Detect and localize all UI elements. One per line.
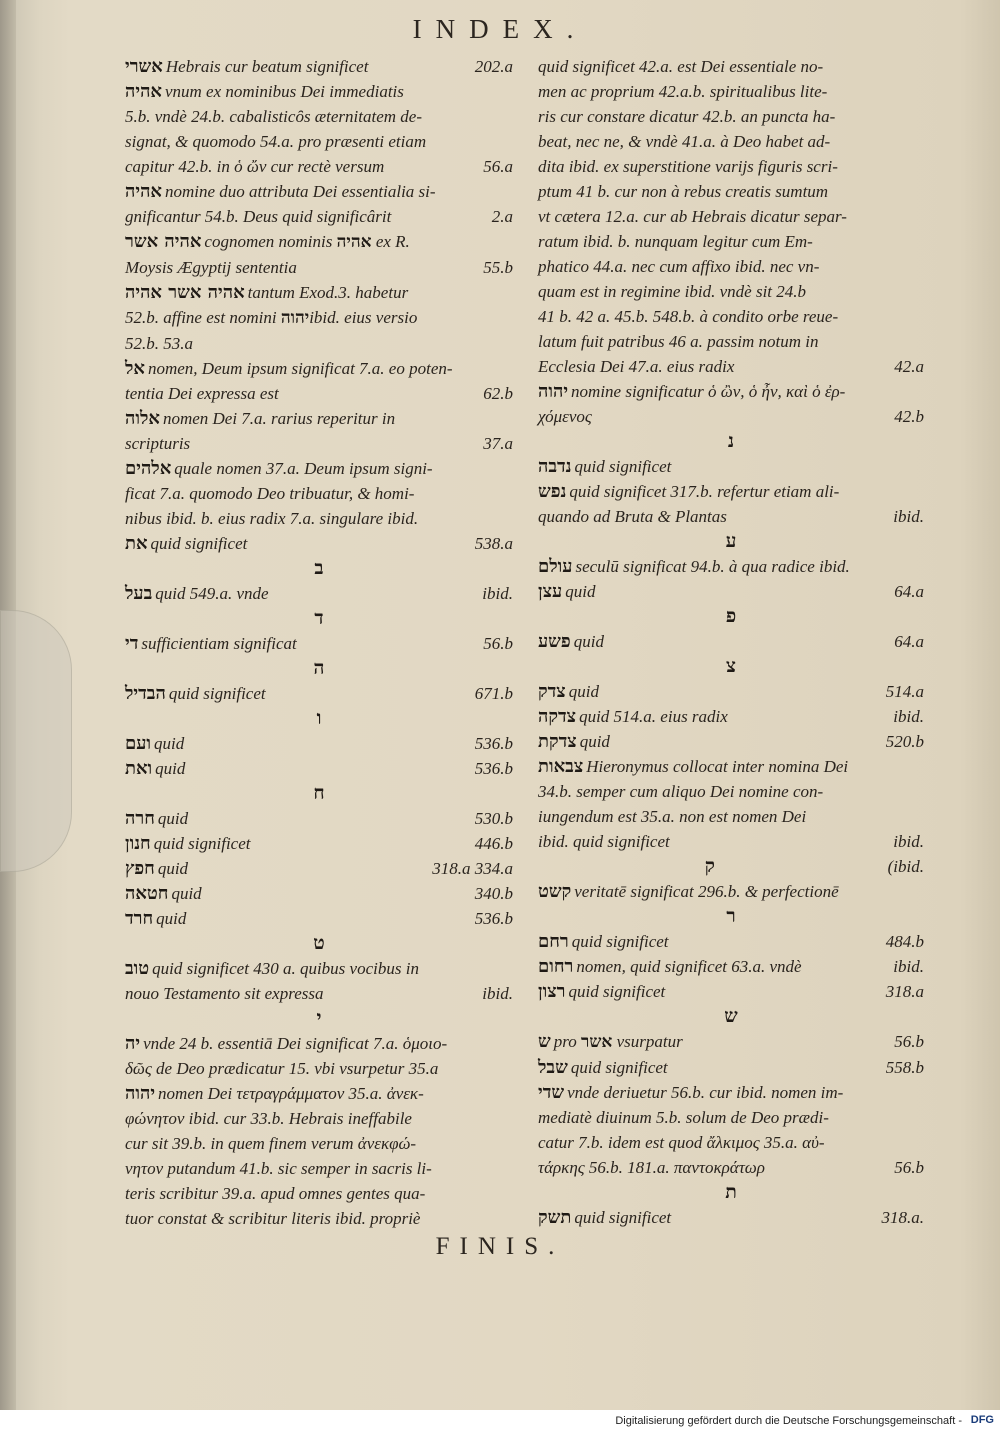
index-entry: צדקת quid 520.b	[538, 731, 924, 752]
finis-label: FINIS.	[435, 1233, 565, 1260]
page-ref: 64.a	[894, 632, 924, 651]
page-ref: 42.a	[894, 357, 924, 376]
page-ref: 536.b	[474, 909, 513, 928]
hebrew-term: שדי	[538, 1082, 565, 1103]
index-entry: חרה quid 530.b	[125, 808, 513, 829]
page-ref: 62.b	[483, 384, 513, 403]
page-ref: 318.a.	[881, 1208, 924, 1227]
page-ref: ibid.	[482, 584, 513, 603]
index-entry: טוב quid significet 430 a. quibus vocibus in nouo Testamento sit expressa ibid.	[125, 956, 513, 1006]
digitization-footer	[0, 1410, 1000, 1433]
index-entry: יהוה nomen Dei τετραγράμματον 35.a. ἀνεκ- φώνητον ibid. cur 33.b. Hebrais ineffabile cur sit 39.b. in quem finem verum ἀνεκφώ- νητον putandum 41.b. sic semper in sacris li- teris scribitur 39.a. apud omnes gentes qua- tuor constat & scribitur literis ibid. propriè	[125, 1083, 432, 1228]
dfg-logo: DFG	[970, 1414, 994, 1426]
hebrew-term: צבאות	[538, 756, 584, 777]
hebrew-term: אל	[125, 358, 145, 379]
hebrew-term: חרד	[125, 908, 154, 929]
index-entry: בעל quid 549.a. vnde ibid.	[125, 583, 513, 604]
page-ref: 340.b	[474, 884, 513, 903]
page-tab	[0, 610, 72, 872]
index-entry: תשק quid significet 318.a.	[538, 1207, 924, 1228]
page-ref: 2.a	[491, 207, 513, 226]
hebrew-term: שבל	[538, 1057, 568, 1078]
hebrew-term: יה	[125, 1033, 141, 1054]
index-entry: ועם quid 536.b	[125, 733, 513, 754]
index-entry: אהיה nomine duo attributa Dei essentialia si- gnificantur 54.b. Deus quid significârit 2.a	[125, 179, 513, 229]
hebrew-term: אלוה	[125, 408, 160, 429]
page-ref: 446.b	[474, 834, 513, 853]
page-ref: (ibid.	[887, 857, 924, 876]
section-letter: ק	[704, 855, 715, 877]
hebrew-term: אהיה אשר	[125, 231, 202, 252]
hebrew-term: צדק	[538, 681, 566, 702]
hebrew-term: אהיה	[125, 181, 162, 202]
footer-text: Digitalisierung gefördert durch die Deutsche Forschungsgemeinschaft -	[615, 1415, 962, 1427]
index-entry: צבאות Hieronymus collocat inter nomina Dei 34.b. semper cum aliquo Dei nomine con- iungendum est 35.a. non est nomen Dei ibid. quid significet ibid.	[538, 754, 924, 854]
page-ref: 536.b	[474, 734, 513, 753]
page-ref: 514.a	[885, 682, 924, 701]
hebrew-term: ש	[538, 1031, 551, 1052]
hebrew-term: חנון	[125, 833, 151, 854]
hebrew-term: את	[125, 533, 148, 554]
index-entry: רחום nomen, quid significet 63.a. vndè ibid.	[538, 956, 924, 977]
index-entry: רצון quid significet 318.a	[538, 981, 924, 1002]
hebrew-term: טוב	[125, 958, 150, 979]
index-entry: שבל quid significet 558.b	[538, 1057, 924, 1078]
hebrew-term: אהיה	[125, 81, 162, 102]
hebrew-term: קשט	[538, 881, 572, 902]
index-entry: פשע quid 64.a	[538, 631, 924, 652]
index-entry: די sufficientiam significat 56.b	[125, 633, 513, 654]
page-ref: 42.b	[894, 407, 924, 426]
left-column	[125, 54, 513, 1231]
index-entry: חפץ quid 318.a 334.a	[125, 858, 513, 879]
section-letter: ה	[313, 657, 325, 679]
hebrew-term: רחם	[538, 931, 569, 952]
index-entry: אהיה vnum ex nominibus Dei immediatis 5.b. vndè 24.b. cabalisticȏs æternitatem de- signat, & quomodo 54.a. pro præsenti etiam capitur 42.b. in ὁ ὤν cur rectè versum 56.a	[125, 79, 513, 179]
hebrew-term: רחום	[538, 956, 574, 977]
index-entry: אהיה אשר אהיה tantum Exod.3. habetur 52.b. affine est nomini יהוהibid. eius versio 52.b. 53.a	[125, 282, 418, 353]
hebrew-term: ועם	[125, 733, 152, 754]
hebrew-term: נדבה	[538, 456, 572, 477]
page-ref: 318.a	[885, 982, 924, 1001]
index-entry: חטאה quid 340.b	[125, 883, 513, 904]
page-ref: 520.b	[885, 732, 924, 751]
index-entry: יה vnde 24 b. essentiā Dei significat 7.a. ὁμοιο- δῶς de Deo prædicatur 15. vbi vsurpetur 35.a	[125, 1033, 448, 1078]
page-header: INDEX.	[412, 14, 588, 44]
index-entry: חרד quid 536.b	[125, 908, 513, 929]
index-entry: אלוה nomen Dei 7.a. rarius reperitur in scripturis 37.a	[125, 406, 513, 456]
index-entry: אשרי Hebrais cur beatum significet 202.a	[125, 56, 513, 77]
index-entry: נדבה quid significet	[538, 456, 672, 477]
section-letter: ח	[313, 782, 325, 804]
section-letter: צ	[726, 655, 736, 677]
hebrew-term: אלהים	[125, 458, 172, 479]
page-ref: 202.a	[474, 57, 513, 76]
hebrew-term: פשע	[538, 631, 571, 652]
section-letter: ט	[313, 932, 325, 954]
hebrew-term: עצן	[538, 581, 563, 602]
hebrew-term: ואת	[125, 758, 153, 779]
page-ref: 55.b	[483, 258, 513, 277]
section-letter: ד	[314, 607, 324, 629]
section-letter: ר	[726, 905, 736, 927]
right-column	[538, 54, 924, 1230]
index-entry: ואת quid 536.b	[125, 758, 513, 779]
index-entry: הבדיל quid significet 671.b	[125, 683, 513, 704]
page-ref: ibid.	[482, 984, 513, 1003]
hebrew-term: רצון	[538, 981, 566, 1002]
page-ref: 538.a	[474, 534, 513, 553]
page-ref: 318.a 334.a	[432, 859, 513, 878]
section-letter: פ	[725, 605, 737, 627]
hebrew-term: חטאה	[125, 883, 169, 904]
section-letter: ו	[316, 707, 322, 729]
index-entry: את quid significet 538.a	[125, 533, 513, 554]
page-ref: 64.a	[894, 582, 924, 601]
hebrew-term: צדקה	[538, 706, 577, 727]
section-letter: ע	[725, 530, 737, 552]
hebrew-term: עולם	[538, 556, 573, 577]
page-ref: 37.a	[483, 434, 513, 453]
page-ref: 484.b	[885, 932, 924, 951]
section-row	[538, 854, 924, 879]
hebrew-term: יהוה	[538, 381, 569, 402]
hebrew-term: צדקת	[538, 731, 577, 752]
index-entry: צדקה quid 514.a. eius radix ibid.	[538, 706, 924, 727]
page-ref: ibid.	[893, 957, 924, 976]
page-ref: ibid.	[893, 707, 924, 726]
page-ref: 56.b	[483, 634, 513, 653]
page-ref: 536.b	[474, 759, 513, 778]
page-ref: 56.b	[894, 1032, 924, 1051]
index-entry: אלהים quale nomen 37.a. Deum ipsum signi- ficat 7.a. quomodo Deo tribuatur, & homi- nibus ibid. b. eius radix 7.a. singulare ibid.	[125, 458, 433, 528]
index-entry: ש pro אשר vsurpatur 56.b	[538, 1029, 924, 1055]
hebrew-term: אשרי	[125, 56, 163, 77]
hebrew-term: אהיה אשר אהיה	[125, 282, 245, 303]
page-ref: 530.b	[474, 809, 513, 828]
index-entry: צדק quid 514.a	[538, 681, 924, 702]
index-entry: יהוה nomine significatur ὁ ὢν, ὁ ἦν, καὶ ὁ ἐρ- χόμενος 42.b	[538, 379, 924, 429]
section-letter: ת	[725, 1181, 737, 1203]
index-entry: אהיה אשר cognomen nominis אהיה ex R. Moysis Ægyptij sententia 55.b	[125, 229, 513, 280]
index-entry: רחם quid significet 484.b	[538, 931, 924, 952]
index-entry: קשט veritatē significat 296.b. & perfectionē	[538, 881, 839, 902]
page-ref: 56.b	[894, 1158, 924, 1177]
page-ref: ibid.	[893, 832, 924, 851]
index-entry: נפש quid significet 317.b. refertur etiam ali- quando ad Bruta & Plantas ibid.	[538, 479, 924, 529]
page-ref: 671.b	[474, 684, 513, 703]
hebrew-term: בעל	[125, 583, 153, 604]
section-letter: ש	[724, 1005, 738, 1027]
hebrew-term: חפץ	[125, 858, 155, 879]
index-entry: חנון quid significet 446.b	[125, 833, 513, 854]
section-letter: י	[316, 1007, 322, 1029]
page-ref: 558.b	[885, 1058, 924, 1077]
hebrew-term: יהוה	[125, 1083, 156, 1104]
hebrew-term: הבדיל	[125, 683, 166, 704]
index-entry: quid significet 42.a. est Dei essentiale no- men ac proprium 42.a.b. spiritualibus lite- ris cur constare dicatur 42.b. an puncta ha- beat, nec ne, & vndè 41.a. à Deo habet ad- dita ibid. ex superstitione varijs figuris scri- ptum 41 b. cur non à rebus creatis sumtum vt cætera 12.a. cur ab Hebrais dicatur separ- ratum ibid. b. nunquam legitur cum Em- phatico 44.a. nec cum affixo ibid. nec vn- quam est in regimine ibid. vndè sit 24.b 41 b. 42 a. 45.b. 548.b. à condito orbe reue- latum fuit patribus 46 a. passim notum in Ecclesia Dei 47.a. eius radix 42.a	[538, 54, 924, 379]
index-entry: עולם seculū significat 94.b. à qua radice ibid.	[538, 556, 850, 577]
hebrew-term: די	[125, 633, 139, 654]
hebrew-term: חרה	[125, 808, 155, 829]
index-entry: עצן quid 64.a	[538, 581, 924, 602]
hebrew-term: נפש	[538, 481, 567, 502]
section-letter: ב	[314, 557, 324, 579]
index-entry: אל nomen, Deum ipsum significat 7.a. eo poten- tentia Dei expressa est 62.b	[125, 356, 513, 406]
index-entry: שדי vnde deriuetur 56.b. cur ibid. nomen im- mediatè diuinum 5.b. solum de Deo prædi- catur 7.b. idem est quod ἄλκιμος 35.a. αὐ- τάρκης 56.b. 181.a. παντοκράτωρ 56.b	[538, 1080, 924, 1180]
page-ref: 56.a	[483, 157, 513, 176]
section-letter: נ	[727, 430, 735, 452]
hebrew-term: תשק	[538, 1207, 572, 1228]
page-ref: ibid.	[893, 507, 924, 526]
